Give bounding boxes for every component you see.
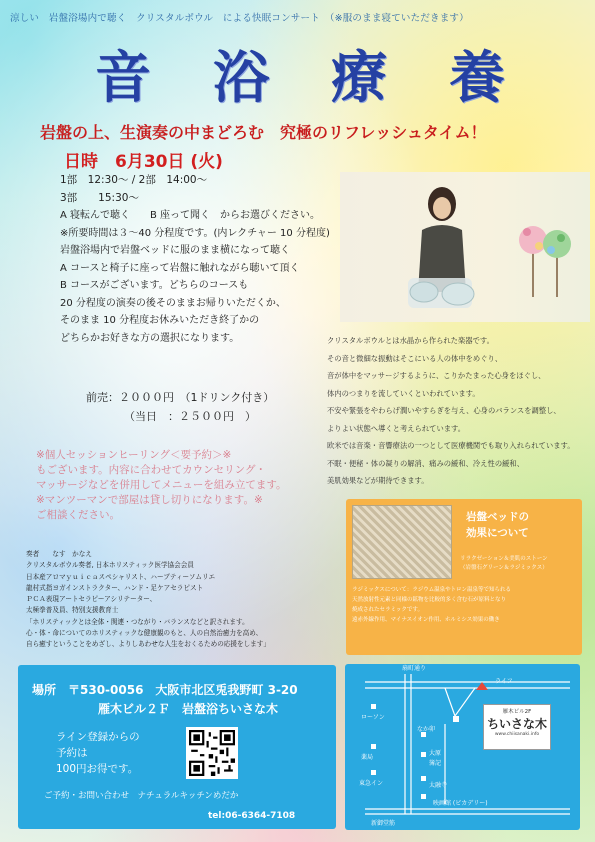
bed-description	[352, 585, 511, 625]
address-line: 雁木ビル２Ｆ 岩盤浴ちいさな木	[98, 702, 279, 716]
bed-title-line: 岩盤ベッドの	[466, 511, 529, 523]
access-map	[345, 664, 580, 830]
title-char: 音	[95, 45, 151, 111]
venue-info-box	[18, 665, 336, 829]
profile-line: ＰＣＡ表現アートセラピーアシリテーター、	[26, 595, 157, 604]
schedule-line: B コースがございます。どちらのコースも	[60, 280, 249, 291]
map-label: なか卯	[417, 726, 436, 733]
title-char: 養	[449, 45, 505, 111]
map-label: 大原	[429, 750, 442, 757]
performer-photo	[340, 172, 590, 322]
crystal-line: クリスタルボウルとは水晶から作られた楽器です。	[327, 336, 494, 345]
session-line: もございます。内容に合わせてカウンセリング・	[36, 464, 266, 476]
qr-code-icon	[189, 730, 235, 776]
map-label: 東急イン	[359, 780, 384, 787]
event-date: 日時 6月30日 (火)	[64, 152, 223, 172]
profile-line: 自ら癒すということをめざし、よりしあわせな人生をおくるための応援をします」	[26, 640, 270, 649]
bed-sub-line: （岩盤石グリーン＆ラジミックス）	[460, 565, 548, 571]
schedule-line: そのまま 10 分程度お休みいただき終了かの	[60, 315, 260, 326]
crystal-line: その音と微細な振動はそこにいる人の体中をめぐり、	[327, 353, 503, 363]
map-label: 映画館 (ビカデリー)	[433, 800, 488, 807]
address-line: 場所 〒530-0056 大阪市北区兎我野町 3-20	[32, 683, 298, 697]
map-label: 薬局	[361, 754, 374, 761]
crystal-line: 音が体中をマッサージするように、こりかたまった心身をほぐし、	[327, 371, 546, 380]
schedule-line: 3部 15:30～	[60, 191, 139, 204]
shop-url[interactable]: www.chiisanaki.info	[494, 732, 540, 737]
page-title	[95, 34, 505, 114]
schedule-line: 20 分程度の演奏の後そのままお帰りいただくか、	[60, 297, 286, 309]
session-line: マッサージなどを併用してメニューを組み立てます。	[36, 479, 287, 491]
profile-line: 日本産アロマｙｕｉｃａスペシャリスト、ハーブティーソムリエ	[26, 572, 216, 581]
profile-line: クリスタルボウル奏者, 日本ホリスティック医学協会会員	[26, 561, 194, 570]
profile-line: 龍村式指ヨガインストラクター、ハンド・足ケアセラピスト	[26, 583, 204, 592]
line-reg-line: 100円お得です。	[56, 763, 139, 775]
price-advance: 前売：２０００円 （1ドリンク付き）	[86, 391, 275, 404]
map-label: 簿記	[429, 760, 442, 767]
line-registration	[56, 729, 140, 777]
bed-desc-line: 天然放射性元素と同様の鉱物を比較的多く含む石が原料となり	[352, 597, 507, 603]
schedule-line: A 寝転んで聴く B 座って聞く からお選びください。	[60, 210, 321, 221]
map-street-label: 扇町通り	[402, 665, 427, 672]
schedule-line: どちらかお好きな方の選択になります。	[60, 332, 240, 344]
session-line: ご相談ください。	[36, 509, 120, 521]
crystal-line: 美肌効果などが期待できます。	[327, 476, 429, 485]
shop-building: 雁木ビル2F	[502, 709, 532, 715]
price-door: （当日 ：２５００円 ）	[124, 410, 256, 423]
tagline: 涼しい 岩盤浴場内で聴く クリスタルボウル による快眠コンサート （※服のまま寝ていただきます）	[10, 13, 469, 24]
line-reg-line: ライン登録からの	[56, 731, 140, 743]
crystal-line: よりよい状態へ導くと考えられています。	[327, 423, 466, 433]
bed-effect-box	[346, 499, 582, 655]
profile-line: 「ホリスティックとは全体・関連・つながり・バランスなどと訳されます。	[26, 617, 249, 626]
stone-photo	[352, 505, 452, 579]
profile-line: 心・体・命についてのホリスティックな健康観のもと、人の自然治癒力を高め、	[26, 629, 263, 638]
title-char: 療	[331, 45, 387, 111]
performer-figure	[400, 182, 480, 322]
price-block	[86, 388, 274, 426]
shop-sign	[483, 704, 551, 750]
profile-line: 奏者 なす かなえ	[26, 550, 92, 558]
map-label: ローソン	[361, 714, 385, 721]
shop-name: ちいさな木	[486, 717, 547, 731]
bed-desc-line: ラジミックスについて：ラジウム温泉やトロン温泉等で知られる	[352, 587, 512, 593]
crystal-line: 不安や緊張をやわらげ潤いやすらぎを与え、心身のバランスを調整し、	[327, 406, 561, 415]
title-char: 浴	[213, 45, 269, 111]
schedule-text	[60, 172, 330, 347]
map-label: ライフ	[495, 678, 513, 685]
tree-illustration	[515, 212, 575, 302]
venue-address	[32, 681, 298, 719]
subtitle: 岩盤の上、生演奏の中まどろむ 究極のリフレッシュタイム！	[40, 123, 487, 142]
crystal-line: 欧米では音楽・音響療法の一つとして医療機関でも取り入れられています。	[327, 441, 575, 450]
qr-code[interactable]	[186, 727, 238, 779]
schedule-line: 岩盤浴場内で岩盤ベッドに服のまま横になって聴く	[60, 245, 290, 256]
schedule-line: 1部 12:30～ / 2部 14:00～	[60, 174, 208, 186]
bed-title-line: 効果について	[466, 527, 529, 539]
performer-profile	[26, 549, 270, 651]
map-label: 新御堂筋	[371, 820, 396, 827]
profile-line: 太極拳普及員、特別支援教育士	[26, 606, 119, 615]
session-line: ※個人セッションヒーリング＜要予約＞※	[36, 449, 232, 461]
schedule-line: A コースと椅子に座って岩盤に触れながら聴いて頂く	[60, 262, 300, 274]
bed-sub-line: リラクゼーション＆美肌のストーン	[460, 556, 548, 562]
bed-subtitle	[460, 555, 548, 573]
map-label: 太融寺	[429, 782, 448, 789]
bed-desc-line: 焼成されたセラミックです。	[352, 607, 423, 613]
session-line: ※マンツーマンで部屋は貸し切りになります。※	[36, 494, 263, 506]
bed-title	[466, 509, 529, 541]
line-reg-line: 予約は	[56, 747, 88, 759]
schedule-line: ※所要時間は３～40 分程度です。(内レクチャー 10 分程度)	[60, 227, 330, 239]
bed-desc-line: 遠赤外線作用、マイナスイオン作用、ホルミシス効果の働き	[352, 617, 500, 623]
private-session-notice	[36, 448, 287, 523]
crystal-line: 体内のつまりを流していくといわれています。	[327, 388, 480, 398]
crystal-bowl-description	[327, 332, 575, 490]
crystal-line: 不眠・便秘・体の凝りの解消、痛みの緩和、冷え性の緩和、	[327, 458, 525, 468]
contact-info: ご予約・お問い合わせ ナチュラルキッチンめだか	[44, 791, 239, 801]
phone-number[interactable]: tel:06-6364-7108	[208, 811, 296, 821]
